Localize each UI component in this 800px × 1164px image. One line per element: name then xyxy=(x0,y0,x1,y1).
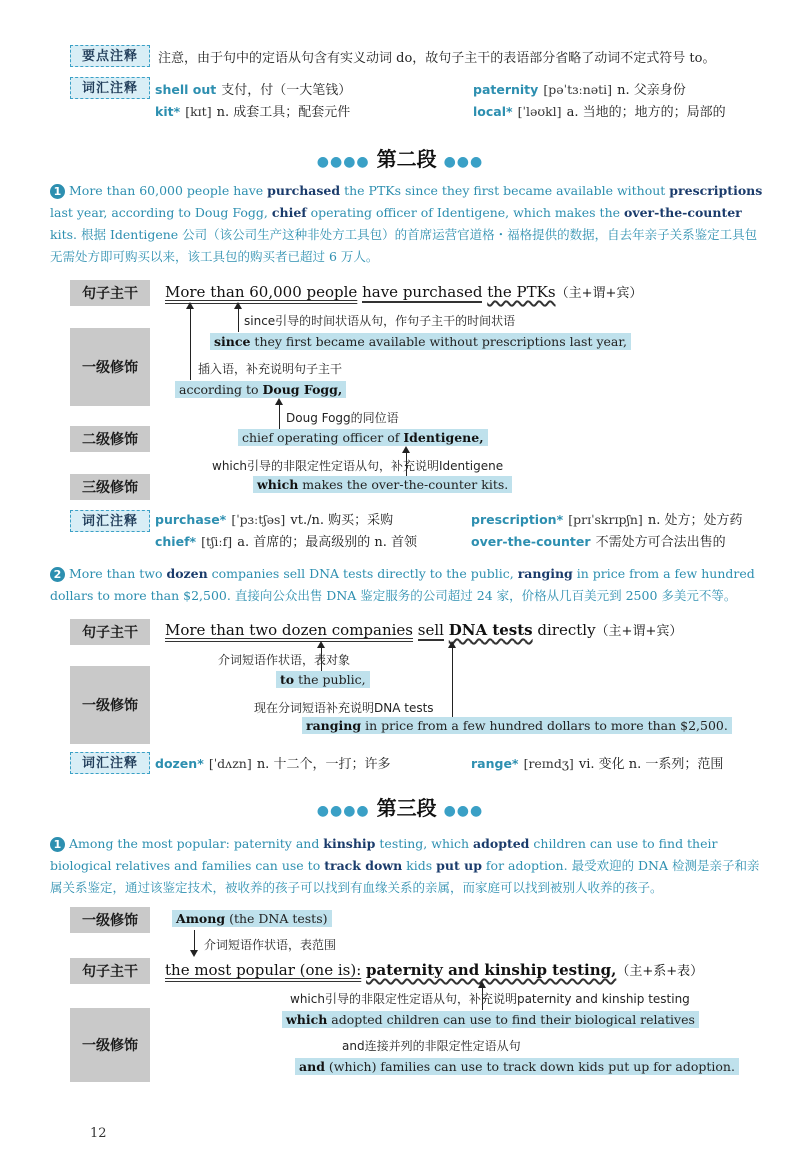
paragraph-sentence: 1 More than 60,000 people have purchased the PTKs since they first became available without prescriptions last year, according to Doug Fogg, chief operating officer of Identigene, which makes the over-the-counter kits. 根据 Identigene 公司（该公司生产这种非处方工具包）的首席运营官道格・福格提供的数据，自去年亲子关系鉴定工具包无需处方即可购买以来，该工具包的购买者已超过 6 万人。 xyxy=(50,183,763,264)
paragraph-sentence: 2 More than two dozen companies sell DNA tests directly to the public, ranging in price from a few hundred dollars to more than $2,500. 直接向公众出售 DNA 鉴定服务的公司超过 24 家，价格从几百美元到 2500 多美元不等。 xyxy=(50,566,755,603)
modifier-since-clause: since they first became available without prescriptions last year, xyxy=(210,333,631,350)
level-1-label: 一级修饰 xyxy=(70,907,150,933)
page-number: 12 xyxy=(90,1126,107,1141)
modifier-label: and连接并列的非限定性定语从句 xyxy=(342,1039,521,1053)
sentence-main-clause: More than 60,000 people have purchased the PTKs（主+谓+宾） xyxy=(165,283,643,301)
level-2-label: 二级修饰 xyxy=(70,426,150,452)
vocab-entry: chief* [tʃiːf] a. 首席的；最高级别的 n. 首领 xyxy=(155,534,418,550)
modifier-appositive: chief operating officer of Identigene, xyxy=(238,429,488,446)
level-3-label: 三级修饰 xyxy=(70,474,150,500)
modifier-label: which引导的非限定性定语从句，补充说明Identigene xyxy=(212,459,504,473)
modifier-label: 介词短语作状语，表范围 xyxy=(204,938,337,952)
level-main-label: 句子主干 xyxy=(70,619,150,645)
vocab-entry: shell out 支付，付（一大笔钱） xyxy=(155,82,352,98)
modifier-participle: ranging in price from a few hundred dollars to more than $2,500. xyxy=(302,717,732,734)
sentence-number: 1 xyxy=(50,837,65,852)
modifier-according: according to Doug Fogg, xyxy=(175,381,346,398)
paragraph-sentence: 1 Among the most popular: paternity and kinship testing, which adopted children can use to find their biological relatives and families can use to track down kids put up for adoption. 最受欢迎的 DNA 检测是亲子和亲属关系鉴定，通过该鉴定技术，被收养的孩子可以找到有血缘关系的亲属，而家庭可以找到被别人收养的孩子。 xyxy=(50,836,760,895)
sentence-main-clause: the most popular (one is): paternity and kinship testing,（主+系+表） xyxy=(165,961,704,979)
vocab-entry: prescription* [prɪˈskrɪpʃn] n. 处方；处方药 xyxy=(471,512,743,528)
modifier-label: 介词短语作状语，表对象 xyxy=(218,653,351,667)
modifier-which-clause: which makes the over-the-counter kits. xyxy=(253,476,512,493)
vocab-note-tag: 词汇注释 xyxy=(70,77,150,99)
sentence-main-clause: More than two dozen companies sell DNA tests directly（主+谓+宾） xyxy=(165,621,683,639)
vocab-entry: over-the-counter 不需处方可合法出售的 xyxy=(471,534,726,550)
vocab-entry: purchase* [ˈpɜːtʃəs] vt./n. 购买；采购 xyxy=(155,512,394,528)
level-1-label: 一级修饰 xyxy=(70,666,150,744)
vocab-entry: range* [reɪndʒ] vi. 变化 n. 一系列；范围 xyxy=(471,756,724,772)
level-main-label: 句子主干 xyxy=(70,958,150,984)
modifier-label: 现在分词短语补充说明DNA tests xyxy=(254,701,434,715)
vocab-entry: local* [ˈləʊkl] a. 当地的；地方的；局部的 xyxy=(473,104,726,120)
vocab-entry: kit* [kɪt] n. 成套工具；配套元件 xyxy=(155,104,351,120)
sentence-number: 2 xyxy=(50,567,65,582)
modifier-prep-phrase: to the public, xyxy=(276,671,370,688)
vocab-entry: paternity [pəˈtɜːnəti] n. 父亲身份 xyxy=(473,82,686,98)
section-title: ●●●● 第三段 ●●● xyxy=(316,796,484,820)
level-1-label: 一级修饰 xyxy=(70,1008,150,1082)
key-note-tag: 要点注释 xyxy=(70,45,150,67)
modifier-which-clause: which adopted children can use to find their biological relatives xyxy=(282,1011,699,1028)
section-title: ●●●● 第二段 ●●● xyxy=(316,147,484,171)
vocab-note-tag: 词汇注释 xyxy=(70,752,150,774)
modifier-label: which引导的非限定性定语从句，补充说明paternity and kinship testing xyxy=(290,992,690,1006)
vocab-entry: dozen* [ˈdʌzn] n. 十二个，一打；许多 xyxy=(155,756,391,772)
modifier-label: since引导的时间状语从句，作句子主干的时间状语 xyxy=(244,314,516,328)
key-note-text: 注意，由于句中的定语从句含有实义动词 do，故句子主干的表语部分省略了动词不定式符号 to。 xyxy=(158,51,716,66)
vocab-note-tag: 词汇注释 xyxy=(70,510,150,532)
modifier-label: Doug Fogg的同位语 xyxy=(286,411,399,425)
sentence-number: 1 xyxy=(50,184,65,199)
modifier-among: Among (the DNA tests) xyxy=(172,910,332,927)
modifier-and-clause: and (which) families can use to track down kids put up for adoption. xyxy=(295,1058,739,1075)
level-1-label: 一级修饰 xyxy=(70,328,150,406)
modifier-label: 插入语，补充说明句子主干 xyxy=(198,362,343,376)
level-main-label: 句子主干 xyxy=(70,280,150,306)
